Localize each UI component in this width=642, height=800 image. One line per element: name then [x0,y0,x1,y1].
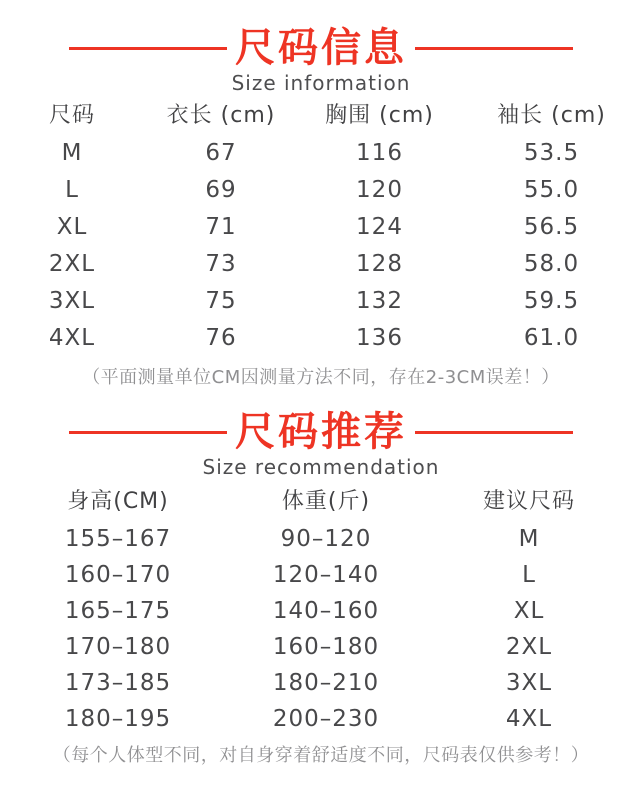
cell-weight: 200–230 [272,706,380,732]
cell-height: 165–175 [64,598,172,624]
cell-suggested-size: 2XL [505,634,553,660]
cell-suggested-size: XL [513,598,545,624]
cell-chest: 124 [356,214,403,240]
cell-weight: 180–210 [272,670,380,696]
cell-length: 67 [205,140,237,166]
cell-size: L [65,177,79,203]
measurement-tolerance-note: （平面测量单位CM因测量方法不同，存在2-3CM误差！） [82,367,560,388]
cell-chest: 136 [356,325,403,351]
column-header-height: 身高(CM) [67,489,169,514]
cell-sleeve: 58.0 [523,251,580,277]
cell-height: 155–167 [64,526,172,552]
cell-sleeve: 61.0 [523,325,580,351]
cell-length: 69 [205,177,237,203]
cell-weight: 120–140 [272,562,380,588]
cell-height: 173–185 [64,670,172,696]
cell-suggested-size: 3XL [505,670,553,696]
column-header-chest: 胸围 (cm) [325,103,434,128]
cell-suggested-size: M [518,526,540,552]
cell-size: 4XL [48,325,96,351]
cell-size: XL [56,214,88,240]
cell-height: 180–195 [64,706,172,732]
cell-chest: 132 [356,288,403,314]
decor-line-left [69,431,227,434]
cell-height: 170–180 [64,634,172,660]
size-recommendation-header [0,396,642,479]
cell-sleeve: 59.5 [523,288,580,314]
decor-line-right [415,431,573,434]
cell-weight: 160–180 [272,634,380,660]
size-recommendation-table [0,483,642,737]
cell-length: 75 [205,288,237,314]
decor-line-left [69,47,227,50]
column-header-suggested-size: 建议尺码 [482,489,575,514]
cell-size: 3XL [48,288,96,314]
cell-height: 160–170 [64,562,172,588]
size-info-subtitle: Size information [231,71,411,95]
cell-length: 73 [205,251,237,277]
column-header-weight: 体重(斤) [281,489,371,514]
size-info-title: 尺码信息 [235,25,407,71]
size-info-header [0,0,642,95]
cell-weight: 90–120 [280,526,372,552]
cell-sleeve: 55.0 [523,177,580,203]
column-header-size: 尺码 [48,103,95,128]
column-header-length: 衣长 (cm) [166,103,276,128]
cell-suggested-size: L [522,562,536,588]
decor-line-right [415,47,573,50]
fit-disclaimer-note: （每个人体型不同，对自身穿着舒适度不同，尺码表仅供参考！） [52,745,590,766]
cell-chest: 116 [356,140,403,166]
size-recommendation-title: 尺码推荐 [235,409,407,455]
cell-suggested-size: 4XL [505,706,553,732]
cell-size: 2XL [48,251,96,277]
cell-weight: 140–160 [272,598,380,624]
size-measurement-table [0,97,642,357]
cell-chest: 120 [356,177,403,203]
cell-length: 71 [205,214,237,240]
cell-sleeve: 56.5 [523,214,580,240]
cell-chest: 128 [356,251,403,277]
cell-size: M [61,140,83,166]
cell-sleeve: 53.5 [523,140,580,166]
column-header-sleeve: 袖长 (cm) [497,103,606,128]
cell-length: 76 [205,325,237,351]
size-recommendation-subtitle: Size recommendation [202,455,440,479]
